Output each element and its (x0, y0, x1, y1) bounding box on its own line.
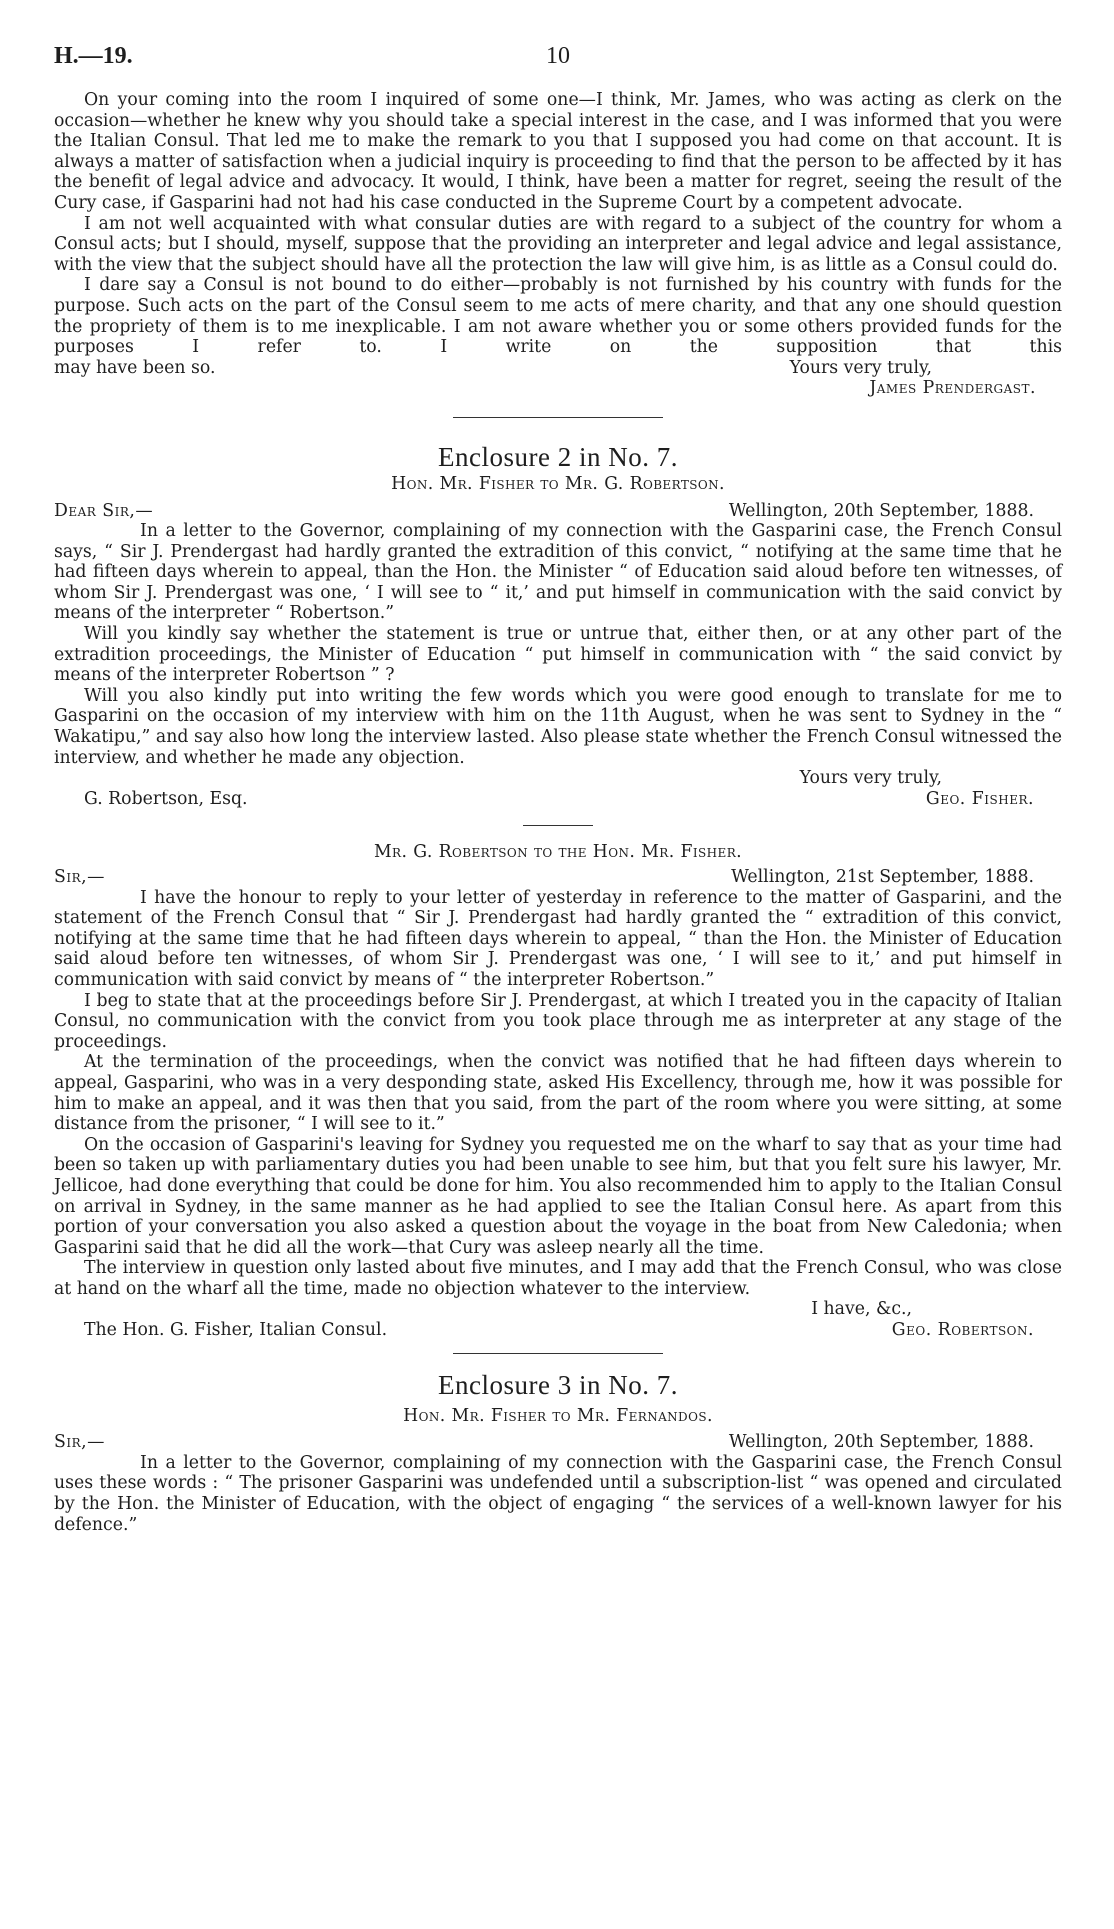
letter-paragraph: In a letter to the Governor, complaining of my connection with the Gasparini case, the French Consul uses these words : “ The prisoner Gasparini was undefended until a subscription-list “ was opened and circulated by the Hon. the Minister of Education, with the object of engaging “ the services of a well-known lawyer for his defence.” (54, 1452, 1062, 1535)
letter-paragraph: On your coming into the room I inquired of some one—I think, Mr. James, who was acting as clerk on the occasion—whether he knew why you should take a special interest in the case, and I was informed that you were the Italian Consul. That led me to make the remark to you that I supposed you had come on that account. It is always a matter of satisfaction when a judicial inquiry is proceeding to find that the person to be affected by it has the benefit of legal advice and advocacy. It would, I think, have been a matter for regret, seeing the result of the Cury case, if Gasparini had not had his case conducted in the Supreme Court by a competent advocate. (54, 90, 1062, 213)
letter-paragraph: Will you also kindly put into writing the few words which you were good enough to translate for me to Gasparini on the occasion of my interview with him on the 11th August, when he was sent to Sydney in the “ Wakatipu,” and say also how long the interview lasted. Also please state whether the French Consul witnessed the interview, and whether he made any objection. (54, 685, 1062, 768)
signature-row (54, 1320, 1062, 1341)
closing-phrase: Yours very truly, (799, 768, 942, 789)
salutation: Sir,— (54, 867, 105, 887)
salutation: Dear Sir,— (54, 500, 154, 521)
page-number: 10 (546, 43, 570, 69)
letter-paragraph: I beg to state that at the proceedings before Sir J. Prendergast, at which I treated you in the capacity of Italian Consul, no communication with the convict from you took place through me as interpreter at any stage of the proceedings. (54, 990, 1062, 1052)
paper-code: H.—19. (54, 43, 133, 69)
section-divider (523, 825, 593, 826)
signature-row (54, 789, 1062, 810)
salutation: Sir,— (54, 1432, 105, 1453)
enclosure-2 (54, 440, 1062, 810)
enclosure-3 (54, 1368, 1062, 1536)
section-divider (453, 417, 663, 418)
enclosure-title: Enclosure 3 in No. 7. (438, 1369, 678, 1400)
letter-paragraph: I am not well acquainted with what consular duties are with regard to a subject of the country for whom a Consul acts; but I should, myself, suppose that the providing an interpreter and legal advice and legal assistance, with the view that the subject should have all the protection the law will give him, is as little as a Consul could do. (54, 213, 1062, 275)
letter-paragraph: I dare say a Consul is not bound to do either—probably is not furnished by his country with funds for the purpose. Such acts on the part of the Consul seem to me acts of mere charity, and that any one should question the propriety of them is to me inexplicable. I am not aware whether you or some others provided funds for the purposes I refer to. I write on the supposition that this (54, 275, 1062, 358)
letter-paragraph: In a letter to the Governor, complaining of my connection with the Gasparini case, the French Consul says, “ Sir J. Prendergast had hardly granted the extradition of this convict, “ notifying at the same time that he had fifteen days wherein to appeal, than the Hon. the Minister “ of Education said aloud before ten witnesses, of whom Sir J. Prendergast was one, ‘ I will see to “ it,’ and put himself in communication with the said convict by means of the interpreter “ Robertson.” (54, 521, 1062, 624)
letter-heading: Hon. Mr. Fisher to Mr. Fernandos. (403, 1405, 713, 1426)
salutation-row (54, 1432, 1062, 1453)
letter-paragraph: I have the honour to reply to your letter of yesterday in reference to the matter of Gasparini, and the statement of the French Consul that “ Sir J. Prendergast had hardly granted the “ extradition of this convict, notifying at the same time that he had fifteen days wherein to appeal, “ than the Hon. the Minister of Education said aloud before ten witnesses, of whom Sir J. Prendergast was one, ‘ I will see to it,’ and put himself in communication with said convict by means of “ the interpreter Robertson.” (54, 887, 1062, 990)
letter-paragraph: Will you kindly say whether the statement is true or untrue that, either then, or at any other part of the extradition proceedings, the Minister of Education “ put himself in communication with “ the said convict by means of the interpreter Robertson ” ? (54, 624, 1062, 686)
letter-paragraph: At the termination of the proceedings, when the convict was notified that he had fifteen days wherein to appeal, Gasparini, who was in a very desponding state, asked His Excellency, through me, how it was possible for him to make an appeal, and it was then that you said, from the part of the room where you were sitting, at some distance from the prisoner, “ I will see to it.” (54, 1052, 1062, 1135)
letter-heading: Mr. G. Robertson to the Hon. Mr. Fisher. (373, 842, 743, 863)
place-date: Wellington, 21st September, 1888. (731, 867, 1034, 887)
letter-heading: Hon. Mr. Fisher to Mr. G. Robertson. (391, 473, 725, 494)
letter-prendergast (54, 90, 1062, 399)
salutation-row (54, 867, 1062, 888)
signature: James Prendergast. (869, 378, 1036, 399)
closing-line-left: may have been so. (54, 357, 216, 378)
salutation-row (54, 501, 1062, 522)
closing-phrase: Yours very truly, (789, 357, 932, 378)
addressee: G. Robertson, Esq. (84, 788, 248, 809)
page-header (54, 43, 1062, 90)
section-divider (453, 1353, 663, 1354)
place-date: Wellington, 20th September, 1888. (728, 1432, 1034, 1453)
closing-phrase: I have, &c., (811, 1299, 912, 1320)
signature: Geo. Fisher. (925, 788, 1034, 809)
reply-robertson (54, 842, 1062, 1340)
enclosure-title: Enclosure 2 in No. 7. (438, 441, 678, 472)
addressee: The Hon. G. Fisher, Italian Consul. (84, 1320, 388, 1341)
letter-paragraph: On the occasion of Gasparini's leaving for Sydney you requested me on the wharf to say that as your time had been so taken up with parliamentary duties you had been unable to see him, but that you felt sure his lawyer, Mr. Jellicoe, had done everything that could be done for him. You also recommended him to apply to the Italian Consul on arrival in Sydney, in the same manner as he had applied to see the Italian Consul here. As apart from this portion of your conversation you also asked a question about the voyage in the boat from New Caledonia; when Gasparini said that he did all the work—that Cury was asleep nearly all the time. (54, 1134, 1062, 1258)
signature: Geo. Robertson. (891, 1320, 1034, 1341)
letter-paragraph: The interview in question only lasted about five minutes, and I may add that the French Consul, who was close at hand on the wharf all the time, made no objection whatever to the interview. (54, 1258, 1062, 1299)
closing-row (54, 358, 1062, 379)
place-date: Wellington, 20th September, 1888. (728, 500, 1034, 521)
